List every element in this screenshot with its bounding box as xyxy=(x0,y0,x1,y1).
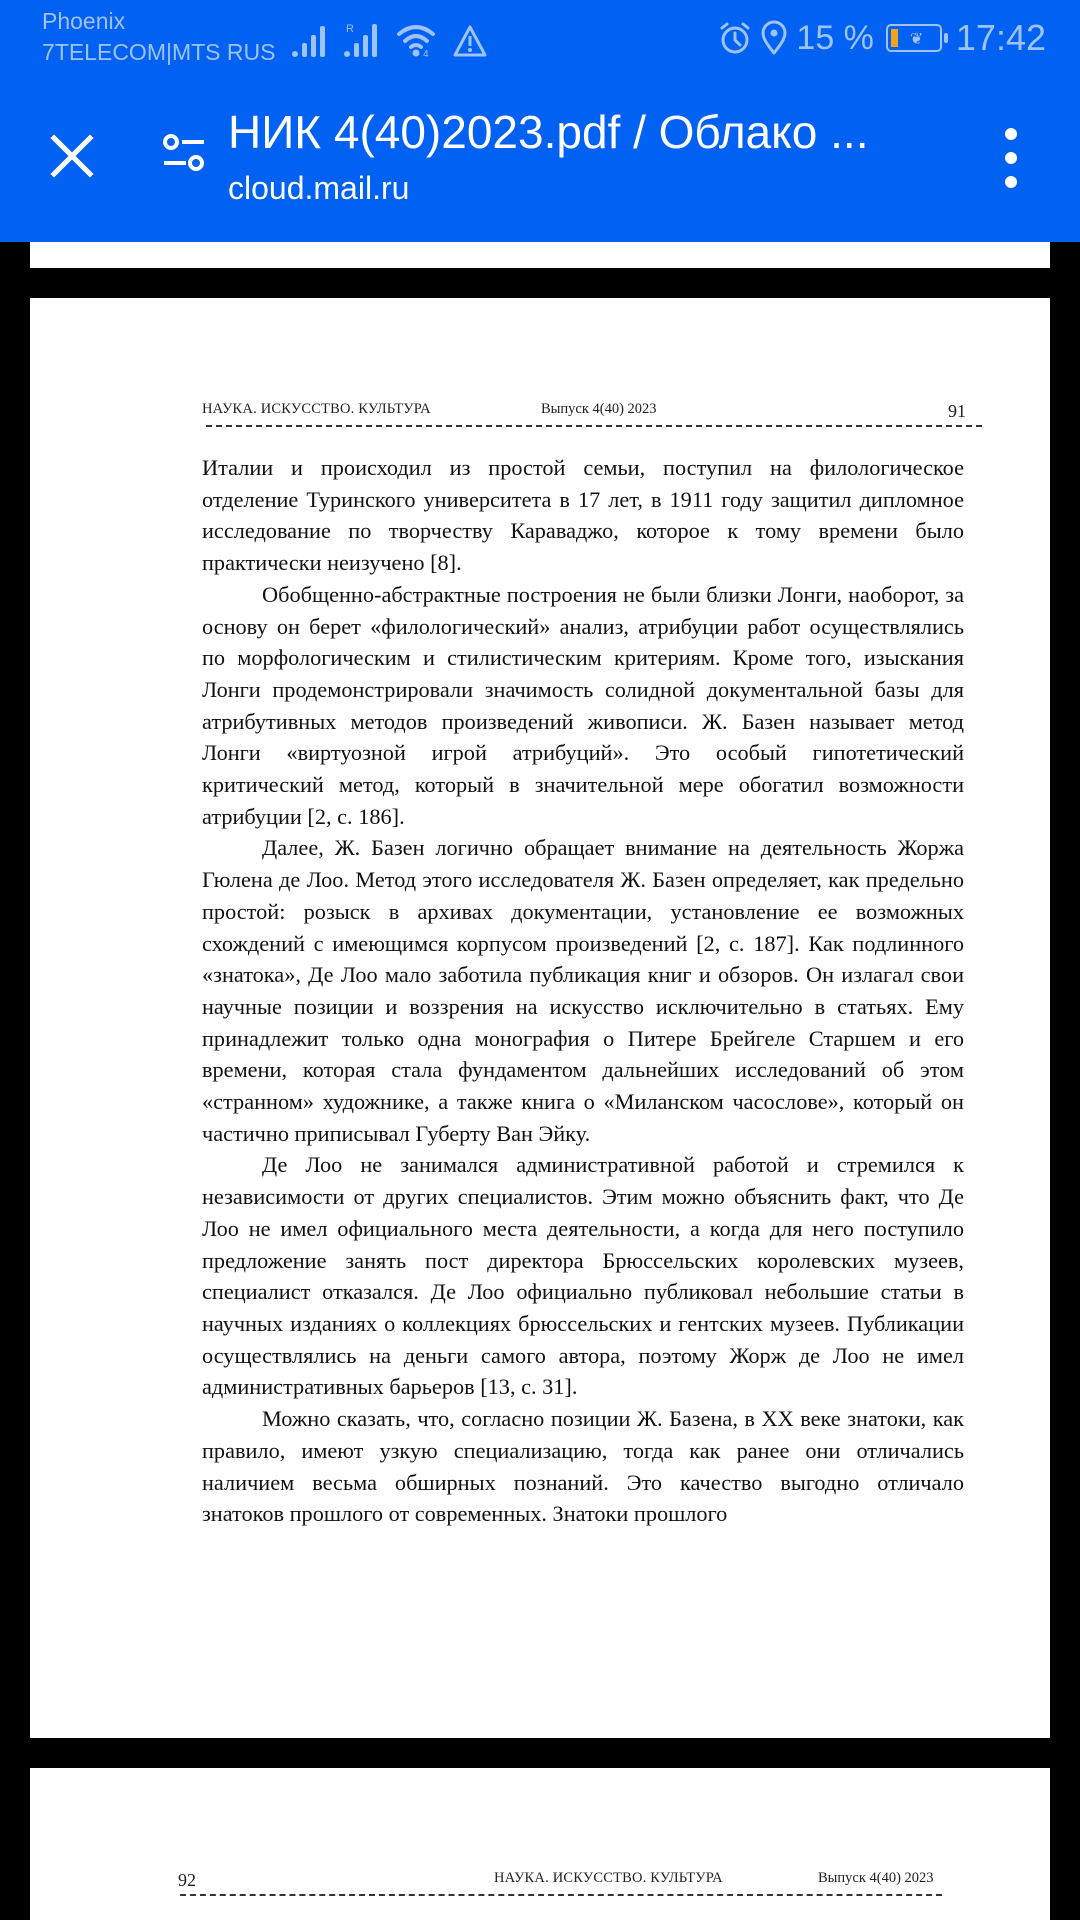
battery-icon xyxy=(886,24,942,52)
more-options-button[interactable] xyxy=(996,128,1026,188)
journal-name: НАУКА. ИСКУССТВО. КУЛЬТУРА xyxy=(202,401,431,417)
paragraph: Обобщенно-абстрактные построения не были близки Лонги, наоборот, за основу он берет «филологический» анализ, атрибуции работ осуществлялись по морфологическим и стилистическим критериям. Кроме того, изыскания Лонги продемонстрировали значимость солидной документальной базы для атрибутивных методов произведений живописи. Ж. Базен называет метод Лонги «виртуозной игрой атрибуций». Это особый гипотетический критический метод, который в значительной мере обогатил возможности атрибуции [2, с. 186]. xyxy=(202,581,964,829)
wifi-icon xyxy=(396,22,438,58)
location-icon xyxy=(760,20,788,56)
app-bar xyxy=(0,0,1080,242)
tune-icon xyxy=(160,130,210,180)
header-rule xyxy=(180,1894,942,1896)
status-bar xyxy=(0,0,1080,80)
carrier-network: 7TELECOM|MTS RUS xyxy=(42,39,276,65)
page-body xyxy=(202,452,964,1530)
paragraph: Далее, Ж. Базен логично обращает внимание на деятельность Жоржа Гюлена де Лоо. Метод этого исследователя Ж. Базен определяет, как предельно простой: розыск в архивах документации, установление ее возможных схождений с имеющимся корпусом произведений [2, с. 187]. Как подлинного «знатока», Де Лоо мало заботила публикация книг и обзоров. Он излагал свои научные позиции и воззрения на искусство исключительно в статьях. Ему принадлежит только одна монография о Питере Брейгеле Старшем и его времени, которая стала фундаментом дальнейших исследований об этом «странном» художнике, а также книга о «Миланском часослове», который он частично приписывал Губерту Ван Эйку. xyxy=(202,835,964,1146)
close-button[interactable] xyxy=(44,128,100,184)
battery-level xyxy=(891,29,898,47)
warning-icon xyxy=(452,24,488,58)
page-number: 91 xyxy=(948,401,966,421)
clock: 17:42 xyxy=(955,17,1046,58)
svg-text:R: R xyxy=(346,23,354,35)
paragraph: Можно сказать, что, согласно позиции Ж. Базена, в XX веке знатоки, как правило, имеют узкую специализацию, тогда как ранее они отличались наличием весьма обширных познаний. Это качество выгодно отличало знатоков прошлого от современных. Знатоки прошлого xyxy=(202,1406,964,1527)
more-vert-icon-dot xyxy=(1005,152,1017,164)
previous-page-fragment xyxy=(30,242,1050,268)
more-vert-icon-dot xyxy=(1005,128,1017,140)
page-title: НИК 4(40)2023.pdf / Облако ... xyxy=(228,106,869,158)
site-settings-button[interactable] xyxy=(160,130,210,180)
pdf-page-91 xyxy=(30,298,1050,1738)
system-status xyxy=(718,14,1046,62)
paragraph: Италии и происходил из простой семьи, поступил на филологическое отделение Туринского университета в 17 лет, в 1911 году защитил дипломное исследование по творчеству Караваджо, которое к тому времени было практически неизучено [8]. xyxy=(202,455,964,576)
pdf-page-92 xyxy=(30,1768,1050,1920)
issue-label: Выпуск 4(40) 2023 xyxy=(818,1870,934,1886)
svg-text:4: 4 xyxy=(423,49,429,58)
page-number: 92 xyxy=(178,1870,196,1890)
header-rule xyxy=(206,425,982,427)
connectivity-icons xyxy=(292,18,488,58)
more-vert-icon-dot xyxy=(1005,176,1017,188)
issue-label: Выпуск 4(40) 2023 xyxy=(541,401,657,417)
pdf-viewer[interactable] xyxy=(0,242,1080,1920)
paragraph: Де Лоо не занимался административной работой и стремился к независимости от других специалистов. Этим можно объяснить факт, что Де Лоо не имел официального места деятельности, а когда для него поступило предложение занять пост директора Брюссельских королевских музеев, специалист отказался. Де Лоо официально публиковал небольшие статьи в научных изданиях о коллекциях брюссельских и гентских музеев. Публикации осуществлялись на деньги самого автора, поэтому Жорж де Лоо не имел административных барьеров [13, с. 31]. xyxy=(202,1152,964,1400)
page-url[interactable]: cloud.mail.ru xyxy=(228,170,410,206)
signal-icon xyxy=(292,24,328,58)
close-icon xyxy=(50,134,94,178)
battery-percent: 15 % xyxy=(796,18,874,57)
journal-name: НАУКА. ИСКУССТВО. КУЛЬТУРА xyxy=(494,1870,723,1886)
carrier-info xyxy=(42,6,275,68)
signal-roaming-icon xyxy=(342,22,382,58)
carrier-name: Phoenix xyxy=(42,8,126,34)
power-saving-leaf-icon: ❦ xyxy=(909,31,924,48)
alarm-icon xyxy=(718,21,752,55)
